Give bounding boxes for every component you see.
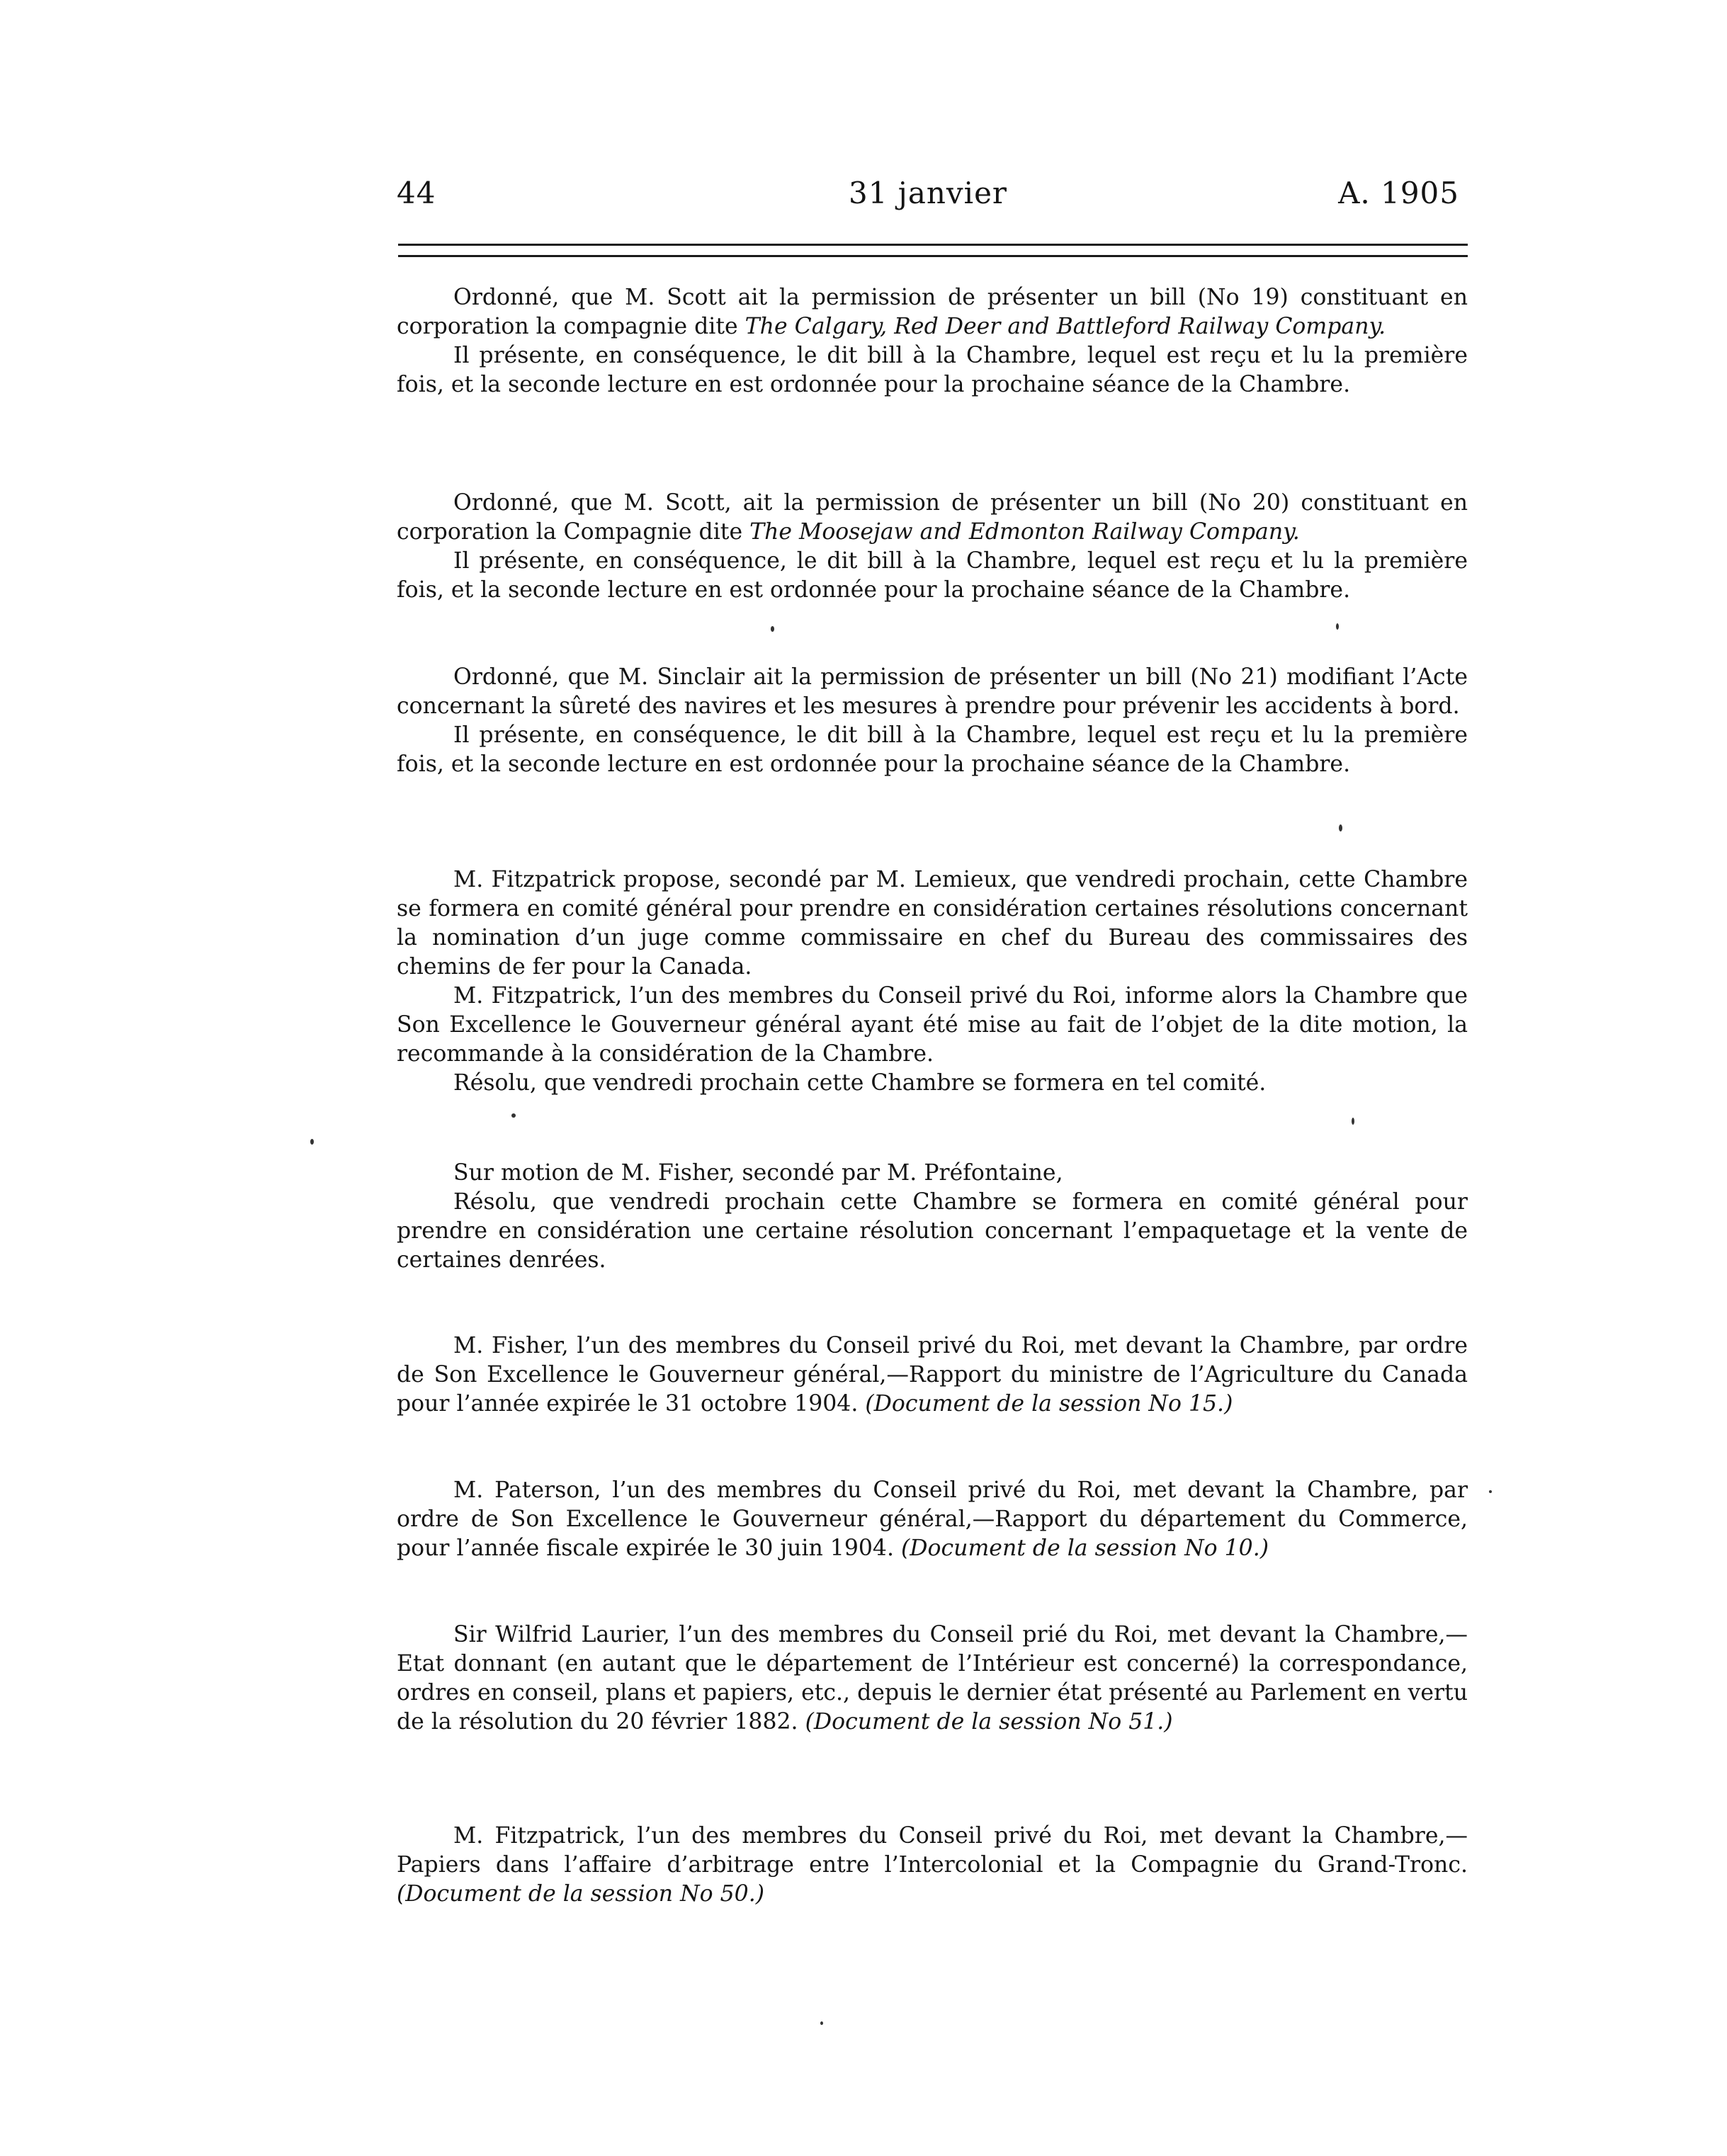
header-rule-top: [398, 244, 1468, 246]
entry-bill-19: [397, 283, 1468, 399]
entry-paragraph: Il présente, en conséquence, le dit bill à la Chambre, lequel est reçu et lu la première fois, et la seconde lecture en est ordonnée pour la prochaine séance de la Chambre.: [397, 722, 1468, 777]
entry-paragraph: M. Paterson, l’un des membres du Conseil privé du Roi, met devant la Chambre, par ordre de Son Excellence le Gouverneur général,—Rapport du département du Commerce, pour l’année fiscale expirée le 30 juin 1904. (Document de la session No 10.): [397, 1477, 1468, 1561]
scan-speck: [310, 1139, 314, 1145]
header-date: 31 janvier: [849, 176, 1007, 210]
document-reference: (Document de la session No 50.): [397, 1881, 764, 1907]
entry-paragraph: Sur motion de M. Fisher, secondé par M. Préfontaine,: [453, 1160, 1063, 1186]
entry-laurier-return: [397, 1621, 1468, 1737]
entry-paragraph: Ordonné, que M. Scott ait la permission de présenter un bill (No 19) constituant en corporation la compagnie dite The Calgary, Red Deer and Battleford Railway Company.: [397, 285, 1468, 339]
entry-paragraph: M. Fitzpatrick, l’un des membres du Conseil privé du Roi, met devant la Chambre,—Papiers dans l’affaire d’arbitrage entre l’Intercolonial et la Compagnie du Grand-Tronc. (Document de la session No 50.): [397, 1823, 1468, 1907]
entry-paragraph: M. Fisher, l’un des membres du Conseil privé du Roi, met devant la Chambre, par ordre de Son Excellence le Gouverneur général,—Rapport du ministre de l’Agriculture du Canada pour l’année expirée le 31 octobre 1904. (Document de la session No 15.): [397, 1333, 1468, 1417]
document-reference: (Document de la session No 10.): [901, 1536, 1269, 1561]
entry-fisher-motion: [397, 1159, 1468, 1275]
entry-paragraph: Résolu, que vendredi prochain cette Chambre se formera en comité général pour prendre en considération une certaine résolution concernant l’empaquetage et la vente de certaines denrées.: [397, 1189, 1468, 1273]
running-header: [397, 176, 1459, 218]
entry-paragraph: Résolu, que vendredi prochain cette Chambre se formera en tel comité.: [453, 1070, 1267, 1096]
entry-paterson-report: [397, 1476, 1468, 1563]
entry-fitzpatrick-motion: [397, 866, 1468, 1098]
entry-paragraph: M. Fitzpatrick propose, secondé par M. Lemieux, que vendredi prochain, cette Chambre se formera en comité général pour prendre en considération certaines résolutions concernant la nomination d’un juge comme commissaire en chef du Bureau des commissaires des chemins de fer pour la Canada.: [397, 867, 1468, 980]
entry-paragraph: Ordonné, que M. Sinclair ait la permission de présenter un bill (No 21) modifiant l’Acte concernant la sûreté des navires et les mesures à prendre pour prévenir les accidents à bord.: [397, 664, 1468, 719]
scan-speck: [1352, 1118, 1354, 1125]
entry-paragraph: Ordonné, que M. Scott, ait la permission de présenter un bill (No 20) constituant en corporation la Compagnie dite The Moosejaw and Edmonton Railway Company.: [397, 490, 1468, 545]
entry-paragraph: Il présente, en conséquence, le dit bill à la Chambre, lequel est reçu et lu la première fois, et la seconde lecture en est ordonnée pour la prochaine séance de la Chambre.: [397, 343, 1468, 397]
scan-speck: [1489, 1490, 1492, 1493]
entry-paragraph: Sir Wilfrid Laurier, l’un des membres du Conseil prié du Roi, met devant la Chambre,—Etat donnant (en autant que le département de l’Intérieur est concerné) la correspondance, ordres en conseil, plans et papiers, etc., depuis le dernier état présenté au Parlement en vertu de la résolution du 20 février 1882. (Document de la session No 51.): [397, 1622, 1468, 1735]
entry-fitzpatrick-papers: [397, 1822, 1468, 1909]
entry-bill-20: [397, 489, 1468, 605]
document-reference: (Document de la session No 15.): [865, 1391, 1233, 1417]
entry-paragraph: M. Fitzpatrick, l’un des membres du Conseil privé du Roi, informe alors la Chambre que Son Excellence le Gouverneur général ayant été mise au fait de l’objet de la dite motion, la recommande à la considération de la Chambre.: [397, 983, 1468, 1067]
scan-speck: [820, 2021, 823, 2025]
scan-speck: [511, 1113, 516, 1118]
header-year: A. 1905: [1338, 176, 1459, 210]
document-reference: (Document de la session No 51.): [805, 1709, 1173, 1735]
company-name: The Calgary, Red Deer and Battleford Railway Company.: [744, 314, 1386, 339]
scan-speck: [1339, 824, 1342, 832]
scan-speck: [1336, 623, 1339, 630]
company-name: The Moosejaw and Edmonton Railway Company.: [749, 519, 1300, 545]
entry-bill-21: [397, 663, 1468, 779]
entry-paragraph: Il présente, en conséquence, le dit bill à la Chambre, lequel est reçu et lu la première fois, et la seconde lecture en est ordonnée pour la prochaine séance de la Chambre.: [397, 548, 1468, 603]
page-number: 44: [397, 176, 436, 210]
entry-fisher-report: [397, 1332, 1468, 1419]
scan-speck: [771, 626, 774, 632]
header-rule-bottom: [398, 255, 1468, 257]
